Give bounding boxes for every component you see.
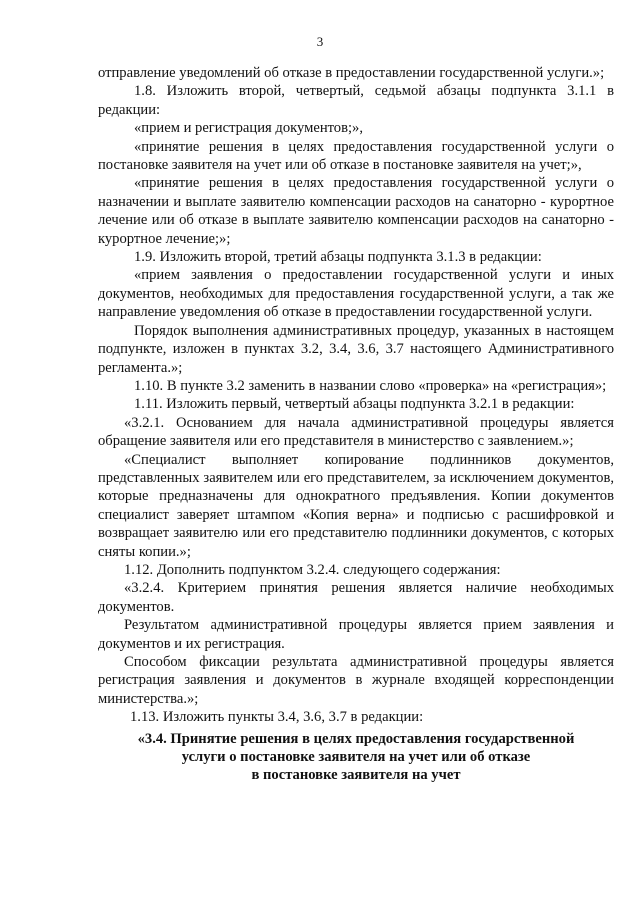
section-heading-line: услуги о постановке заявителя на учет или об отказе xyxy=(181,749,531,766)
paragraph-item-1-8: 1.8. Изложить второй, четвертый, седьмой абзацы подпункта 3.1.1 в редакции: xyxy=(98,83,614,118)
quote-paragraph: «3.2.1. Основанием для начала административной процедуры является обращение заявителя или его представителя в министерство с заявлением.»; xyxy=(98,414,614,450)
quote-paragraph: Способом фиксации результата административной процедуры является регистрация заявления и документов в журнале входящей корреспонденции министерства.»; xyxy=(98,654,614,707)
section-heading-line: «3.4. Принятие решения в целях предоставления государственной xyxy=(137,730,575,747)
quote-paragraph: «3.2.4. Критерием принятия решения является наличие необходимых документов. xyxy=(98,580,614,615)
paragraph-item-1-13: 1.13. Изложить пункты 3.4, 3.6, 3.7 в редакции: xyxy=(130,709,424,726)
quote-paragraph: Результатом административной процедуры является прием заявления и документов и их регистрация. xyxy=(98,617,614,652)
paragraph-item-1-12: 1.12. Дополнить подпунктом 3.2.4. следующего содержания: xyxy=(124,561,501,578)
paragraph-procedure-order: Порядок выполнения административных процедур, указанных в настоящем подпункте, изложен в пунктах 3.2, 3.4, 3.6, 3.7 настоящего Административного регламента.»; xyxy=(98,322,614,376)
page-number: 3 xyxy=(316,34,324,49)
quote-paragraph: «прием и регистрация документов;», xyxy=(134,120,363,137)
quote-paragraph: «принятие решения в целях предоставления государственной услуги о постановке заявителя на учет или об отказе в постановке заявителя на учет;», xyxy=(98,138,614,174)
quote-paragraph: «принятие решения в целях предоставления государственной услуги о назначении и выплате заявителю компенсации расходов на санаторно - курортное лечение или об отказе в выплате заявителю компенсации расходов на санаторно - курортное лечение;»; xyxy=(98,175,614,247)
paragraph-item-1-10: 1.10. В пункте 3.2 заменить в названии слово «проверка» на «регистрация»; xyxy=(134,377,607,394)
paragraph-item-1-9: 1.9. Изложить второй, третий абзацы подпункта 3.1.3 в редакции: xyxy=(134,249,542,266)
section-heading-line: в постановке заявителя на учет xyxy=(251,767,461,784)
quote-paragraph: «прием заявления о предоставлении государственной услуги и иных документов, необходимых для предоставления государственной услуги, а так же направление уведомления об отказе в предоставлении государственной услуги. xyxy=(98,267,614,321)
paragraph-continuation: отправление уведомлений об отказе в предоставлении государственной услуги.»; xyxy=(98,65,605,81)
section-heading xyxy=(98,730,614,785)
quote-paragraph: «Специалист выполняет копирование подлинников документов, представленных заявителем или его представителем, за исключением документов, которые предназначены для однократного предъявления. Копии документов специалист заверяет штампом «Копия верна» и подписью с расшифровкой и возвращает заявителю или его представителю подлинники документов, с которых сняты копии.»; xyxy=(98,451,614,560)
document-body xyxy=(98,64,614,785)
paragraph-item-1-11: 1.11. Изложить первый, четвертый абзацы подпункта 3.2.1 в редакции: xyxy=(134,396,575,413)
